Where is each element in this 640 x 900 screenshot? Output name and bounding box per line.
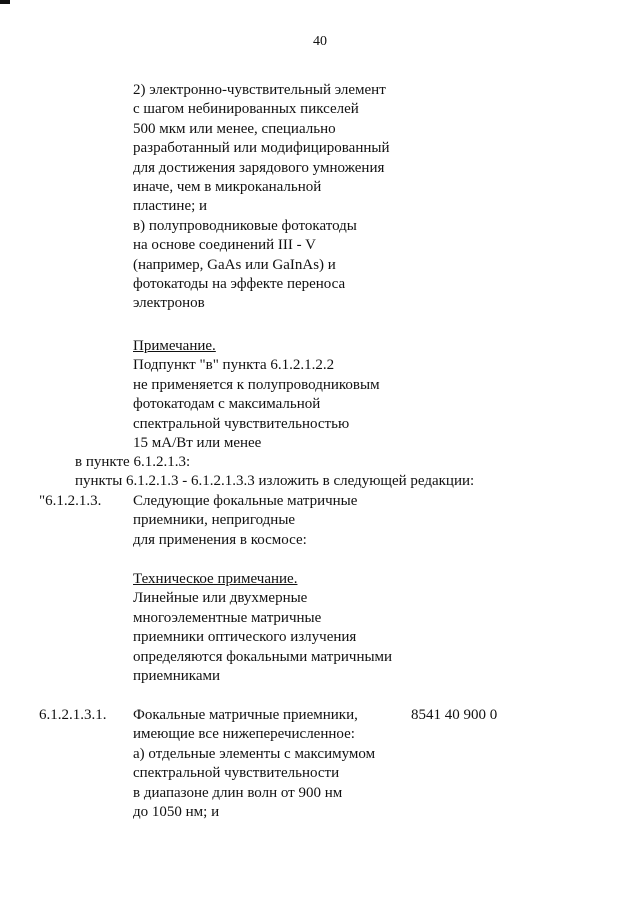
- text-line: Подпункт "в" пункта 6.1.2.1.2.2: [133, 357, 335, 374]
- commodity-code: 8541 40 900 0: [411, 707, 498, 723]
- text-line: приемники, непригодные: [133, 512, 296, 529]
- text-line: до 1050 нм; и: [133, 803, 220, 820]
- text-line: Линейные или двухмерные: [133, 590, 308, 607]
- text-line: спектральной чувствительностью: [133, 415, 350, 432]
- text-line: пластине; и: [133, 198, 208, 215]
- text-line: разработанный или модифицированный: [133, 140, 390, 157]
- item-number: "6.1.2.1.3.: [39, 493, 102, 509]
- text-line: 15 мА/Вт или менее: [133, 434, 262, 451]
- text-line: а) отдельные элементы с максимумом: [133, 745, 376, 762]
- text-line: иначе, чем в микроканальной: [133, 178, 322, 195]
- text-line: 500 мкм или менее, специально: [133, 120, 336, 137]
- note-section: [133, 337, 380, 453]
- technical-note-section: [133, 570, 392, 686]
- paragraph-sensor-elements: [133, 81, 390, 314]
- text-line: для применения в космосе:: [133, 531, 307, 548]
- text-line: в диапазоне длин волн от 900 нм: [133, 784, 343, 801]
- text-line: имеющие все нижеперечисленное:: [133, 726, 355, 743]
- text-line: 2) электронно-чувствительный элемент: [133, 82, 386, 98]
- text-line: Фокальные матричные приемники,: [133, 707, 358, 723]
- item-text: [133, 706, 375, 822]
- text-line: фотокатоды на эффекте переноса: [133, 275, 346, 292]
- technical-note-heading: Техническое примечание.: [133, 571, 298, 587]
- text-line: спектральной чувствительности: [133, 765, 340, 782]
- text-line: для достижения зарядового умножения: [133, 159, 385, 176]
- note-heading: Примечание.: [133, 338, 216, 354]
- text-line: на основе соединений III - V: [133, 237, 316, 254]
- scan-corner-mark: [0, 0, 10, 4]
- text-line: в) полупроводниковые фотокатоды: [133, 217, 357, 234]
- instruction-line-1: в пункте 6.1.2.1.3:: [75, 454, 191, 470]
- text-line: (например, GaAs или GaInAs) и: [133, 256, 336, 273]
- text-line: электронов: [133, 295, 205, 312]
- text-line: определяются фокальными матричными: [133, 648, 393, 665]
- text-line: Следующие фокальные матричные: [133, 493, 358, 509]
- instruction-line-2: пункты 6.1.2.1.3 - 6.1.2.1.3.3 изложить в следующей редакции:: [75, 473, 475, 489]
- text-line: с шагом небинированных пикселей: [133, 101, 359, 118]
- item-text: [133, 492, 357, 550]
- text-line: не применяется к полупроводниковым: [133, 376, 380, 393]
- text-line: приемниками: [133, 667, 220, 684]
- item-number: 6.1.2.1.3.1.: [39, 707, 107, 723]
- text-line: приемники оптического излучения: [133, 629, 357, 646]
- page-number: 40: [313, 34, 327, 49]
- text-line: многоэлементные матричные: [133, 609, 322, 626]
- text-line: фотокатодам с максимальной: [133, 396, 321, 413]
